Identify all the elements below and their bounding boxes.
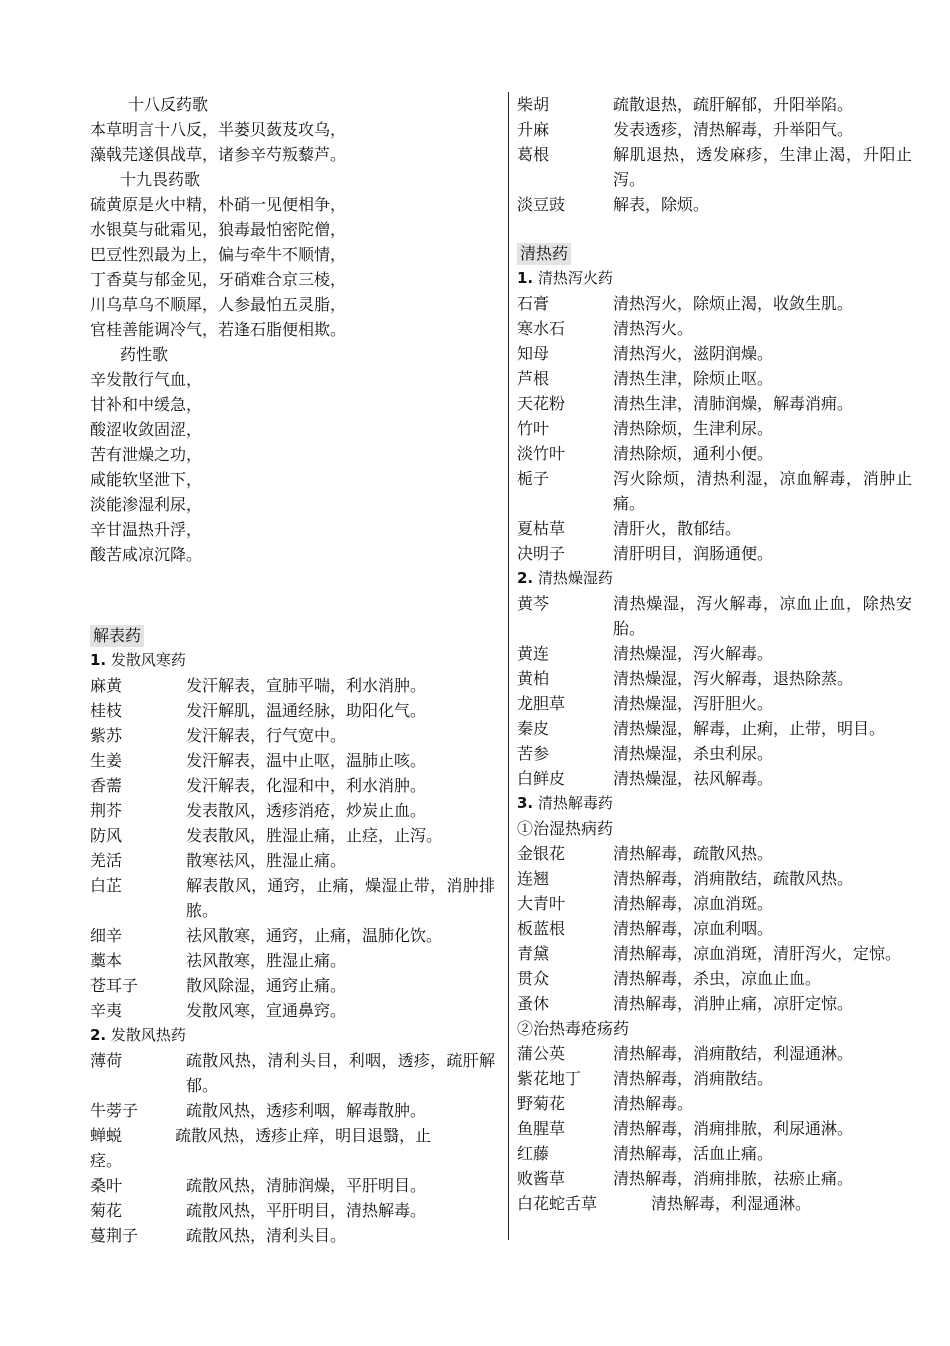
herb-name: 决明子 [517, 544, 566, 563]
herb-name: 升麻 [517, 120, 550, 139]
herb-name: 知母 [517, 344, 550, 363]
herb-effects: 清热燥湿，解毒，止痢，止带，明目。 [613, 719, 886, 738]
herb-effects: 祛风散寒，胜湿止痛。 [186, 951, 347, 970]
poem-title: 十九畏药歌 [120, 170, 201, 189]
herb-name: 黄芩 [517, 594, 550, 613]
herb-effects: 发汗解表，行气宽中。 [186, 726, 347, 745]
herb-entry [90, 723, 495, 748]
herb-effects: 清热解毒，凉血利咽。 [613, 919, 774, 938]
herb-entry [517, 466, 912, 516]
herb-name: 栀子 [517, 469, 550, 488]
herb-entry [517, 117, 912, 142]
herb-effects: 清热除烦，生津利尿。 [613, 419, 774, 438]
herb-entry [517, 591, 912, 641]
herb-effects: 疏散风热，平肝明目，清热解毒。 [186, 1201, 427, 1220]
herb-name: 辛夷 [90, 1001, 123, 1020]
herb-entry [517, 766, 912, 791]
herb-list [517, 291, 912, 566]
herb-entry [90, 848, 495, 873]
herb-list [517, 92, 912, 217]
poem-line: 咸能软坚泄下， [90, 470, 203, 489]
herb-effects: 发表透疹，清热解毒，升举阳气。 [613, 120, 854, 139]
herb-entry [517, 441, 912, 466]
herb-entry [517, 391, 912, 416]
herb-effects: 清热燥湿，祛风解毒。 [613, 769, 774, 788]
herb-effects: 祛风散寒，通窍，止痛，温肺化饮。 [186, 926, 443, 945]
herb-name: 柴胡 [517, 95, 550, 114]
herb-name: 香薷 [90, 776, 123, 795]
subsection-heading: 1. 清热泻火药 [517, 269, 613, 287]
herb-entry [517, 841, 912, 866]
herb-entry [90, 873, 495, 923]
section-heading: 清热药 [517, 243, 571, 265]
herb-list [517, 1041, 912, 1191]
herb-entry-continuation: 痉。 [90, 1151, 123, 1170]
herb-name: 蔓荆子 [90, 1226, 139, 1245]
herb-entry [517, 1116, 912, 1141]
herb-effects: 疏散退热，疏肝解郁，升阳举陷。 [613, 95, 854, 114]
poem-line: 水银莫与砒霜见，狼毒最怕密陀僧， [90, 220, 347, 239]
poem-line: 藻戟芫遂俱战草，诸参辛芍叛藜芦。 [90, 145, 347, 164]
herb-entry [517, 1191, 912, 1216]
herb-effects: 发汗解表，宣肺平喘，利水消肿。 [186, 676, 427, 695]
herb-effects: 清热解毒，凉血消斑，清肝泻火，定惊。 [613, 944, 902, 963]
herb-effects: 清热解毒，疏散风热。 [613, 844, 774, 863]
herb-name: 芦根 [517, 369, 550, 388]
herb-effects: 清热解毒，杀虫，凉血止血。 [613, 969, 822, 988]
herb-name: 板蓝根 [517, 919, 566, 938]
herb-name: 连翘 [517, 869, 550, 888]
herb-entry [517, 366, 912, 391]
herb-entry [90, 1098, 495, 1123]
herb-entry [517, 1091, 912, 1116]
herb-name: 桑叶 [90, 1176, 123, 1195]
poem-line: 巴豆性烈最为上，偏与牵牛不顺情， [90, 245, 347, 264]
subsection-heading: 2. 发散风热药 [90, 1026, 186, 1044]
group-heading: ②治热毒疮疡药 [517, 1019, 630, 1038]
herb-entry [90, 1173, 495, 1198]
herb-list [90, 673, 495, 1023]
herb-name: 淡豆豉 [517, 195, 566, 214]
herb-name: 藁本 [90, 951, 123, 970]
herb-effects: 清热解毒，凉血消斑。 [613, 894, 774, 913]
herb-entry [90, 823, 495, 848]
poem-line: 本草明言十八反，半蒌贝蔹芨攻乌， [90, 120, 347, 139]
herb-effects: 发表散风，胜湿止痛，止痉，止泻。 [186, 826, 443, 845]
herb-name: 牛蒡子 [90, 1101, 139, 1120]
herb-entry [517, 1141, 912, 1166]
herb-name: 天花粉 [517, 394, 566, 413]
herb-list [517, 841, 912, 1016]
herb-effects: 泻火除烦，清热利湿，凉血解毒，消肿止痛。 [613, 469, 912, 513]
herb-effects: 疏散风热，清利头目。 [186, 1226, 347, 1245]
herb-name: 细辛 [90, 926, 123, 945]
herb-effects: 清热解毒，消痈散结，利湿通淋。 [613, 1044, 854, 1063]
herb-entry [517, 1041, 912, 1066]
herb-entry [517, 691, 912, 716]
herb-effects: 发表散风，透疹消疮，炒炭止血。 [186, 801, 427, 820]
herb-entry [517, 1166, 912, 1191]
herb-effects: 清肝火，散郁结。 [613, 519, 742, 538]
herb-name: 大青叶 [517, 894, 566, 913]
herb-entry [90, 1048, 495, 1098]
herb-effects: 清热燥湿，泻火解毒，退热除蒸。 [613, 669, 854, 688]
herb-entry [90, 998, 495, 1023]
herb-entry: 蝉蜕 疏散风热，透疹止痒，明目退翳，止 [90, 1126, 432, 1145]
poem-block [90, 367, 495, 567]
poem-line: 辛甘温热升浮， [90, 520, 203, 539]
herb-entry [517, 666, 912, 691]
poem-line: 苦有泄燥之功， [90, 445, 203, 464]
herb-entry [517, 192, 912, 217]
herb-entry [517, 341, 912, 366]
herb-effects: 清热解毒，消肿止痛，凉肝定惊。 [613, 994, 854, 1013]
poem-title: 十八反药歌 [128, 95, 209, 114]
subsection-heading: 3. 清热解毒药 [517, 794, 613, 812]
herb-name: 葛根 [517, 145, 550, 164]
herb-entry [517, 142, 912, 192]
herb-name: 黄连 [517, 644, 550, 663]
herb-name: 贯众 [517, 969, 550, 988]
poem-line: 官桂善能调冷气，若逢石脂便相欺。 [90, 320, 347, 339]
herb-name: 桂枝 [90, 701, 123, 720]
herb-effects: 清热燥湿，泻火解毒，凉血止血，除热安胎。 [613, 594, 912, 638]
poem-line: 甘补和中缓急， [90, 395, 203, 414]
herb-name: 菊花 [90, 1201, 123, 1220]
herb-effects: 疏散风热，透疹利咽，解毒散肿。 [186, 1101, 427, 1120]
herb-entry [517, 891, 912, 916]
herb-effects: 清热生津，除烦止呕。 [613, 369, 774, 388]
herb-effects: 解表散风，通窍，止痛，燥湿止带，消肿排脓。 [186, 876, 495, 920]
herb-name: 羌活 [90, 851, 123, 870]
herb-entry [517, 541, 912, 566]
herb-name: 秦皮 [517, 719, 550, 738]
herb-entry [517, 866, 912, 891]
subsection-heading: 2. 清热燥湿药 [517, 569, 613, 587]
herb-effects: 解肌退热，透发麻疹，生津止渴，升阳止泻。 [613, 145, 912, 189]
poem-line: 丁香莫与郁金见，牙硝难合京三棱， [90, 270, 347, 289]
herb-name: 蚤休 [517, 994, 550, 1013]
herb-entry [517, 741, 912, 766]
herb-effects: 清热生津，清肺润燥，解毒消痈。 [613, 394, 854, 413]
herb-entry [90, 698, 495, 723]
herb-name: 野菊花 [517, 1094, 566, 1113]
herb-entry [517, 416, 912, 441]
herb-name: 白芷 [90, 876, 123, 895]
herb-entry [517, 1066, 912, 1091]
herb-name: 寒水石 [517, 319, 566, 338]
herb-name: 薄荷 [90, 1051, 123, 1070]
section-heading: 解表药 [90, 625, 144, 647]
herb-effects: 散风除湿，通窍止痛。 [186, 976, 347, 995]
herb-list [90, 1048, 495, 1123]
herb-effects: 清热解毒，消痈散结，疏散风热。 [613, 869, 854, 888]
herb-entry [517, 641, 912, 666]
herb-name: 防风 [90, 826, 123, 845]
herb-name: 龙胆草 [517, 694, 566, 713]
right-column [517, 92, 912, 1216]
poem-title: 药性歌 [120, 345, 169, 364]
herb-effects: 清热燥湿，泻肝胆火。 [613, 694, 774, 713]
herb-list [90, 1173, 495, 1248]
herb-entry [90, 773, 495, 798]
herb-entry [517, 92, 912, 117]
poem-line: 淡能渗湿利尿， [90, 495, 203, 514]
herb-entry [517, 941, 912, 966]
herb-entry [517, 991, 912, 1016]
poem-line: 酸苦咸凉沉降。 [90, 545, 203, 564]
herb-effects: 清热燥湿，杀虫利尿。 [613, 744, 774, 763]
herb-name: 麻黄 [90, 676, 123, 695]
herb-effects: 发汗解表，温中止呕，温肺止咳。 [186, 751, 427, 770]
herb-name: 苦参 [517, 744, 550, 763]
herb-entry [517, 716, 912, 741]
herb-entry [90, 948, 495, 973]
herb-effects: 发散风寒，宣通鼻窍。 [186, 1001, 347, 1020]
herb-name: 生姜 [90, 751, 123, 770]
herb-name: 淡竹叶 [517, 444, 566, 463]
herb-effects: 发汗解肌，温通经脉，助阳化气。 [186, 701, 427, 720]
poem-line: 川乌草乌不顺犀，人参最怕五灵脂， [90, 295, 347, 314]
herb-list [517, 591, 912, 791]
herb-entry [517, 966, 912, 991]
herb-name: 青黛 [517, 944, 550, 963]
herb-effects: 发汗解表，化湿和中，利水消肿。 [186, 776, 427, 795]
herb-effects: 清热解毒，消痈散结。 [613, 1069, 774, 1088]
herb-name: 鱼腥草 [517, 1119, 566, 1138]
herb-entry [90, 923, 495, 948]
left-column [90, 92, 495, 1248]
herb-entry [90, 798, 495, 823]
herb-effects: 清热燥湿，泻火解毒。 [613, 644, 774, 663]
herb-effects: 清热除烦，通利小便。 [613, 444, 774, 463]
herb-effects: 清热解毒，消痈排脓，祛瘀止痛。 [613, 1169, 854, 1188]
herb-name: 荆芥 [90, 801, 123, 820]
herb-name: 竹叶 [517, 419, 550, 438]
poem-block [90, 192, 495, 342]
group-heading: ①治湿热病药 [517, 819, 614, 838]
herb-effects: 清热泻火，除烦止渴，收敛生肌。 [613, 294, 854, 313]
herb-entry [90, 673, 495, 698]
herb-effects: 疏散风热，清肺润燥，平肝明目。 [186, 1176, 427, 1195]
herb-name: 败酱草 [517, 1169, 566, 1188]
poem-line: 辛发散行气血， [90, 370, 203, 389]
herb-name: 白鲜皮 [517, 769, 566, 788]
herb-effects: 清肝明目，润肠通便。 [613, 544, 774, 563]
herb-name: 夏枯草 [517, 519, 566, 538]
poem-line: 硫黄原是火中精，朴硝一见便相争， [90, 195, 347, 214]
herb-entry [517, 916, 912, 941]
herb-name: 紫花地丁 [517, 1069, 582, 1088]
herb-name: 苍耳子 [90, 976, 139, 995]
herb-effects: 清热解毒，活血止痛。 [613, 1144, 774, 1163]
herb-effects: 清热解毒，利湿通淋。 [651, 1194, 812, 1213]
herb-effects: 疏散风热，清利头目，利咽，透疹，疏肝解郁。 [186, 1051, 495, 1095]
herb-effects: 清热泻火。 [613, 319, 694, 338]
herb-name: 蒲公英 [517, 1044, 566, 1063]
herb-name: 黄柏 [517, 669, 550, 688]
herb-name: 金银花 [517, 844, 566, 863]
herb-entry [517, 316, 912, 341]
herb-name: 紫苏 [90, 726, 123, 745]
herb-effects: 清热泻火，滋阴润燥。 [613, 344, 774, 363]
poem-block [90, 117, 495, 167]
herb-effects: 散寒祛风，胜湿止痛。 [186, 851, 347, 870]
herb-entry [517, 291, 912, 316]
herb-effects: 清热解毒，消痈排脓，利尿通淋。 [613, 1119, 854, 1138]
column-divider [508, 92, 509, 1240]
subsection-heading: 1. 发散风寒药 [90, 651, 186, 669]
herb-effects: 解表，除烦。 [613, 195, 710, 214]
herb-name: 红藤 [517, 1144, 550, 1163]
herb-name: 白花蛇舌草 [517, 1194, 598, 1213]
herb-entry [517, 516, 912, 541]
herb-entry [90, 1223, 495, 1248]
herb-entry [90, 748, 495, 773]
herb-effects: 清热解毒。 [613, 1094, 694, 1113]
herb-entry [90, 1198, 495, 1223]
herb-entry [90, 973, 495, 998]
herb-name: 石膏 [517, 294, 550, 313]
poem-line: 酸涩收敛固涩， [90, 420, 203, 439]
